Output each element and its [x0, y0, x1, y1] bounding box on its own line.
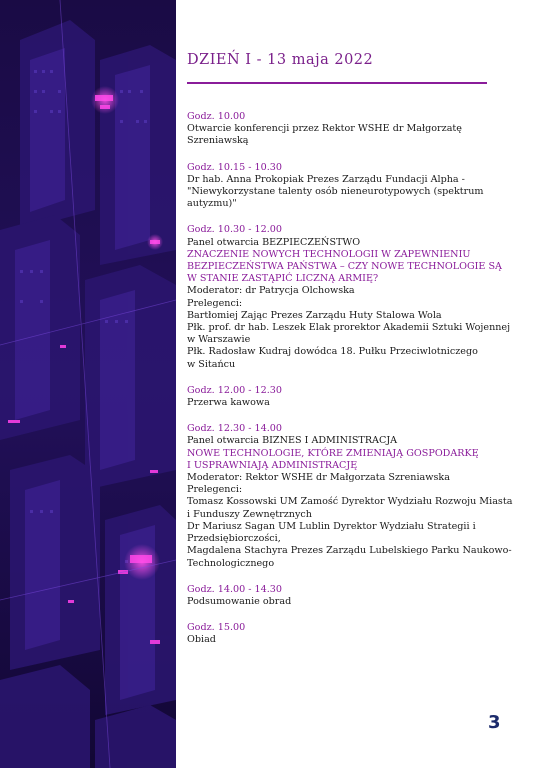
schedule-list [187, 111, 517, 661]
panel-topic-line: I USPRAWNIAJĄ ADMINISTRACJĘ [187, 459, 358, 471]
schedule-text-line: Moderator: dr Patrycja Olchowska [187, 285, 355, 297]
schedule-time: Godz. 10.00 [187, 111, 246, 122]
schedule-text-line: Prelegenci: [187, 484, 243, 496]
schedule-text-line: Przedsiębiorczości, [187, 533, 281, 545]
schedule-text-line: autyzmu)" [187, 198, 237, 210]
schedule-item [187, 622, 517, 646]
schedule-text-line: Dr Mariusz Sagan UM Lublin Dyrektor Wydziału Strategii i [187, 520, 476, 532]
panel-topic-line: W STANIE ZASTĄPIĆ LICZNĄ ARMIĘ? [187, 273, 379, 285]
schedule-item [187, 111, 517, 148]
title-divider [187, 82, 487, 84]
schedule-text-line: Tomasz Kossowski UM Zamość Dyrektor Wydziału Rozwoju Miasta [187, 496, 513, 508]
schedule-text-line: Szreniawską [187, 135, 249, 147]
schedule-text-line: w Warszawie [187, 334, 251, 346]
schedule-time: Godz. 12.30 - 14.00 [187, 423, 283, 435]
schedule-text-line: Moderator: Rektor WSHE dr Małgorzata Szreniawska [187, 472, 450, 484]
schedule-text-line: i Funduszy Zewnętrznych [187, 508, 312, 520]
panel-topic-line: ZNACZENIE NOWYCH TECHNOLOGII W ZAPEWNIENIU [187, 248, 471, 260]
schedule-text-line: Dr hab. Anna Prokopiak Prezes Zarządu Fundacji Alpha - [187, 173, 465, 185]
panel-topic-line: BEZPIECZEŃSTWA PAŃSTWA – CZY NOWE TECHNOLOGIE SĄ [187, 261, 502, 273]
schedule-item [187, 584, 517, 608]
schedule-text-line: Podsumowanie obrad [187, 595, 292, 607]
schedule-text-line: Przerwa kawowa [187, 397, 270, 409]
schedule-text-line: "Niewykorzystane talenty osób nieneurotypowych (spektrum [187, 186, 484, 198]
panel-topic-line: NOWE TECHNOLOGIE, KTÓRE ZMIENIAJĄ GOSPODARKĘ [187, 447, 479, 459]
schedule-item [187, 385, 517, 409]
schedule-time: Godz. 12.00 - 12.30 [187, 384, 283, 396]
schedule-time: Godz. 10.30 - 12.00 [187, 224, 283, 236]
schedule-text-line: w Sitańcu [187, 358, 236, 370]
schedule-text-line: Bartłomiej Zając Prezes Zarządu Huty Stalowa Wola [187, 309, 442, 321]
schedule-time: Godz. 10.15 - 10.30 [187, 161, 283, 173]
schedule-text-line: Obiad [187, 634, 216, 646]
schedule-text-line: Technologicznego [187, 557, 275, 569]
program-content [187, 0, 517, 768]
schedule-text-line: Prelegenci: [187, 297, 243, 309]
schedule-text-line: Płk. Radosław Kudraj dowódca 18. Pułku Przeciwlotniczego [187, 346, 478, 358]
schedule-item [187, 162, 517, 211]
schedule-item [187, 224, 517, 370]
schedule-text-line: Otwarcie konferencji przez Rektor WSHE dr Małgorzatę [187, 123, 462, 135]
schedule-text-line: Panel otwarcia BEZPIECZEŃSTWO [187, 236, 361, 248]
schedule-time: Godz. 15.00 [187, 622, 246, 634]
schedule-item [187, 423, 517, 569]
day-title: DZIEŃ I - 13 maja 2022 [187, 52, 374, 68]
city-background-image [0, 0, 176, 768]
schedule-text-line: Panel otwarcia BIZNES I ADMINISTRACJA [187, 435, 398, 447]
city-illustration [0, 0, 176, 768]
schedule-text-line: Płk. prof. dr hab. Leszek Elak prorektor Akademii Sztuki Wojennej [187, 322, 511, 334]
schedule-text-line: Magdalena Stachyra Prezes Zarządu Lubelskiego Parku Naukowo- [187, 545, 512, 557]
page-number: 3 [488, 712, 501, 733]
schedule-time: Godz. 14.00 - 14.30 [187, 583, 283, 595]
